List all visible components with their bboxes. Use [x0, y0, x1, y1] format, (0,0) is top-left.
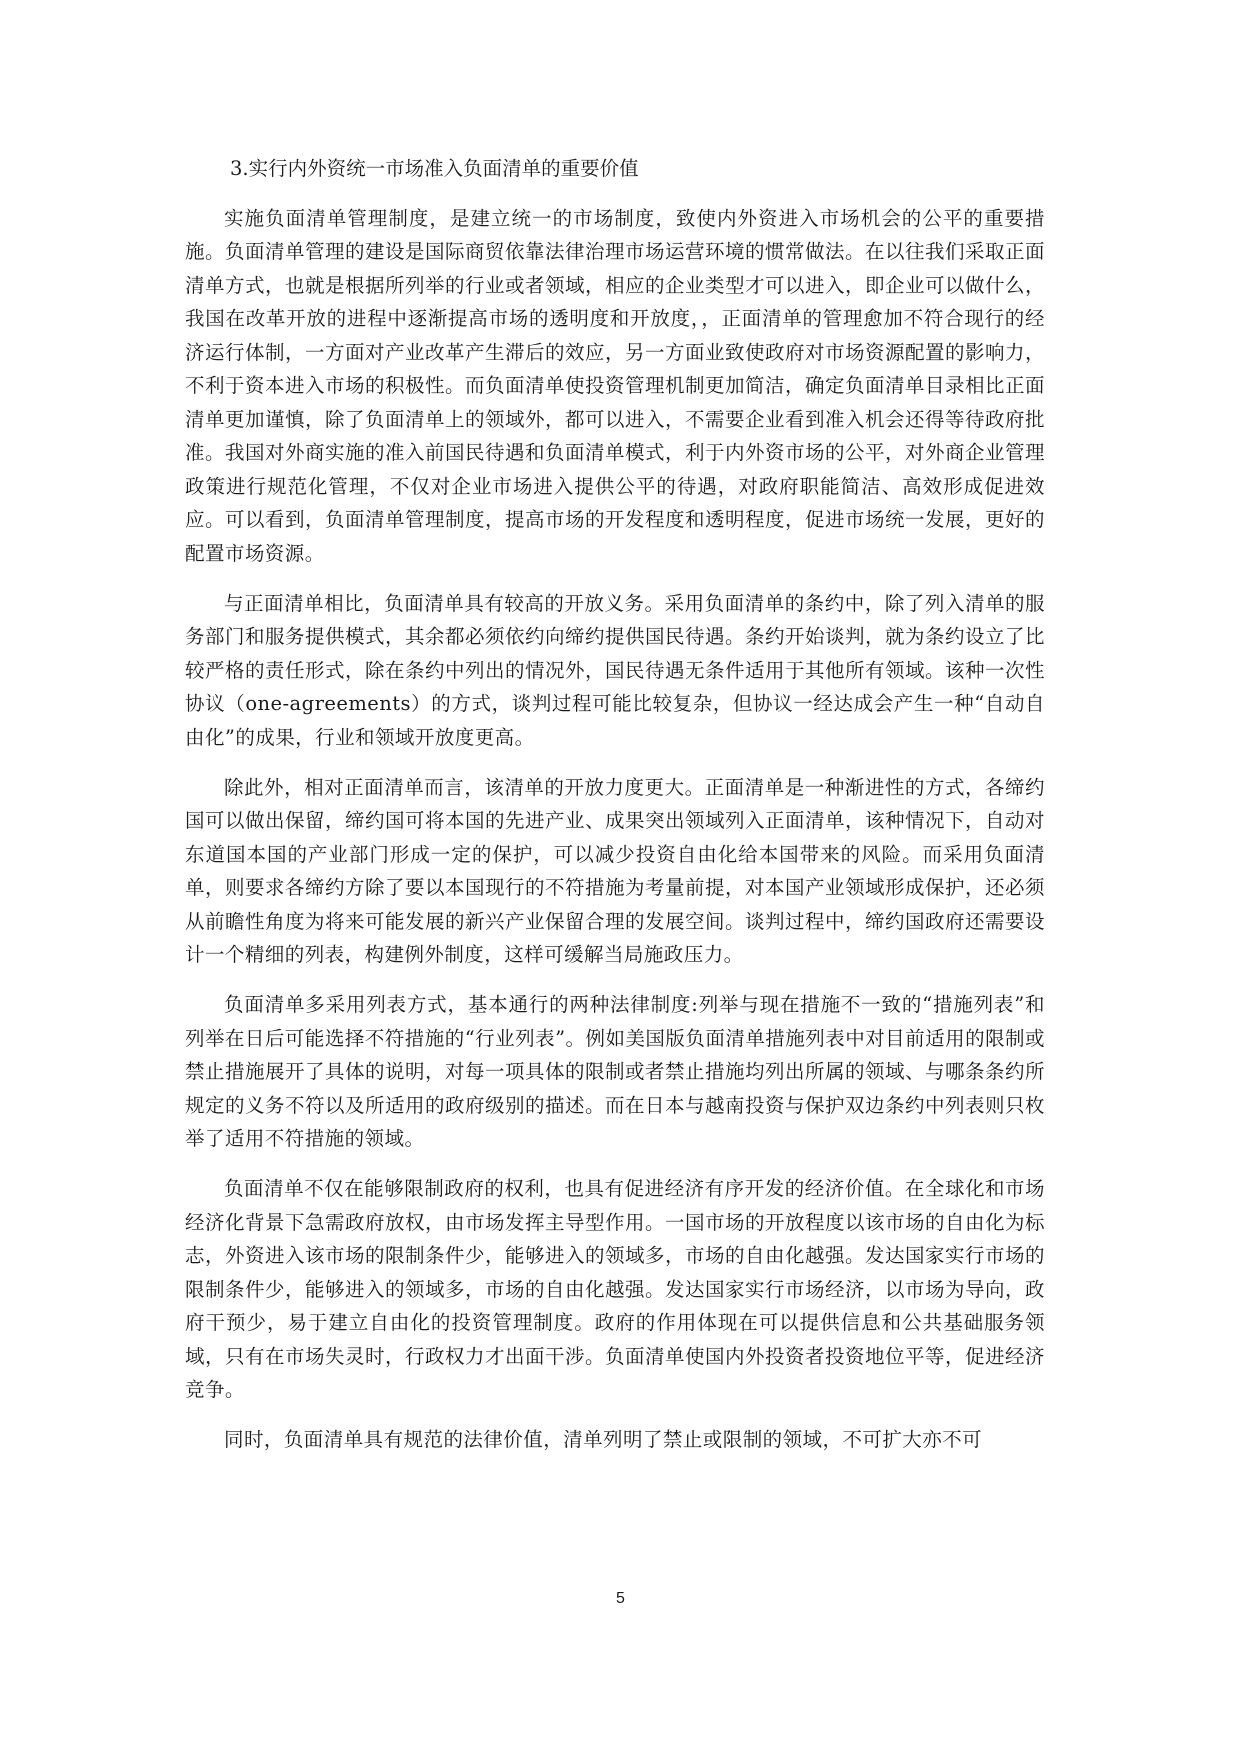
paragraph-5: 负面清单不仅在能够限制政府的权利，也具有促进经济有序开发的经济价值。在全球化和市场经济化背景下急需政府放权，由市场发挥主导型作用。一国市场的开放程度以该市场的自由化为标志，外资进入该市场的限制条件少，能够进入的领域多，市场的自由化越强。发达国家实行市场的限制条件少，能够进入的领域多，市场的自由化越强。发达国家实行市场经济，以市场为导向，政府干预少，易于建立自由化的投资管理制度。政府的作用体现在可以提供信息和公共基础服务领域，只有在市场失灵时，行政权力才出面干涉。负面清单使国内外投资者投资地位平等，促进经济竞争。	[185, 1177, 1045, 1401]
paragraph-6: 同时，负面清单具有规范的法律价值，清单列明了禁止或限制的领域，不可扩大亦不可	[224, 1428, 983, 1451]
paragraph-2: 与正面清单相比，负面清单具有较高的开放义务。采用负面清单的条约中，除了列入清单的服务部门和服务提供模式，其余都必须依约向缔约提供国民待遇。条约开始谈判，就为条约设立了比较严格的责任形式，除在条约中列出的情况外，国民待遇无条件适用于其他所有领域。该种一次性协议（one-agreements）的方式，谈判过程可能比较复杂，但协议一经达成会产生一种“自动自由化”的成果，行业和领域开放度更高。	[185, 591, 1045, 749]
paragraph-4: 负面清单多采用列表方式，基本通行的两种法律制度:列举与现在措施不一致的“措施列表”和列举在日后可能选择不符措施的“行业列表”。例如美国版负面清单措施列表中对目前适用的限制或禁止措施展开了具体的说明，对每一项具体的限制或者禁止措施均列出所属的领域、与哪条条约所规定的义务不符以及所适用的政府级别的描述。而在日本与越南投资与保护双边条约中列表则只枚举了适用不符措施的领域。	[185, 993, 1045, 1150]
paragraph-3: 除此外，相对正面清单而言，该清单的开放力度更大。正面清单是一种渐进性的方式，各缔约国可以做出保留，缔约国可将本国的先进产业、成果突出领域列入正面清单，该种情况下，自动对东道国本国的产业部门形成一定的保护，可以减少投资自由化给本国带来的风险。而采用负面清单，则要求各缔约方除了要以本国现行的不符措施为考量前提，对本国产业领域形成保护，还必须从前瞻性角度为将来可能发展的新兴产业保留合理的发展空间。谈判过程中，缔约国政府还需要设计一个精细的列表，构建例外制度，这样可缓解当局施政压力。	[185, 775, 1045, 966]
section-heading: 3.实行内外资统一市场准入负面清单的重要价值	[230, 157, 639, 180]
paragraph-1: 实施负面清单管理制度，是建立统一的市场制度，致使内外资进入市场机会的公平的重要措施。负面清单管理的建设是国际商贸依靠法律治理市场运营环境的惯常做法。在以往我们采取正面清单方式，也就是根据所列举的行业或者领域，相应的企业类型才可以进入，即企业可以做什么，我国在改革开放的进程中逐渐提高市场的透明度和开放度，，正面清单的管理愈加不符合现行的经济运行体制，一方面对产业改革产生滞后的效应，另一方面业致使政府对市场资源配置的影响力，不利于资本进入市场的积极性。而负面清单使投资管理机制更加简洁，确定负面清单目录相比正面清单更加谨慎，除了负面清单上的领域外，都可以进入，不需要企业看到准入机会还得等待政府批准。我国对外商实施的准入前国民待遇和负面清单模式，利于内外资市场的公平，对外商企业管理政策进行规范化管理，不仅对企业市场进入提供公平的待遇，对政府职能简洁、高效形成促进效应。可以看到，负面清单管理制度，提高市场的开发程度和透明程度，促进市场统一发展，更好的配置市场资源。	[185, 206, 1045, 565]
page-number: 5	[616, 1590, 625, 1607]
page-content	[185, 152, 1045, 1473]
